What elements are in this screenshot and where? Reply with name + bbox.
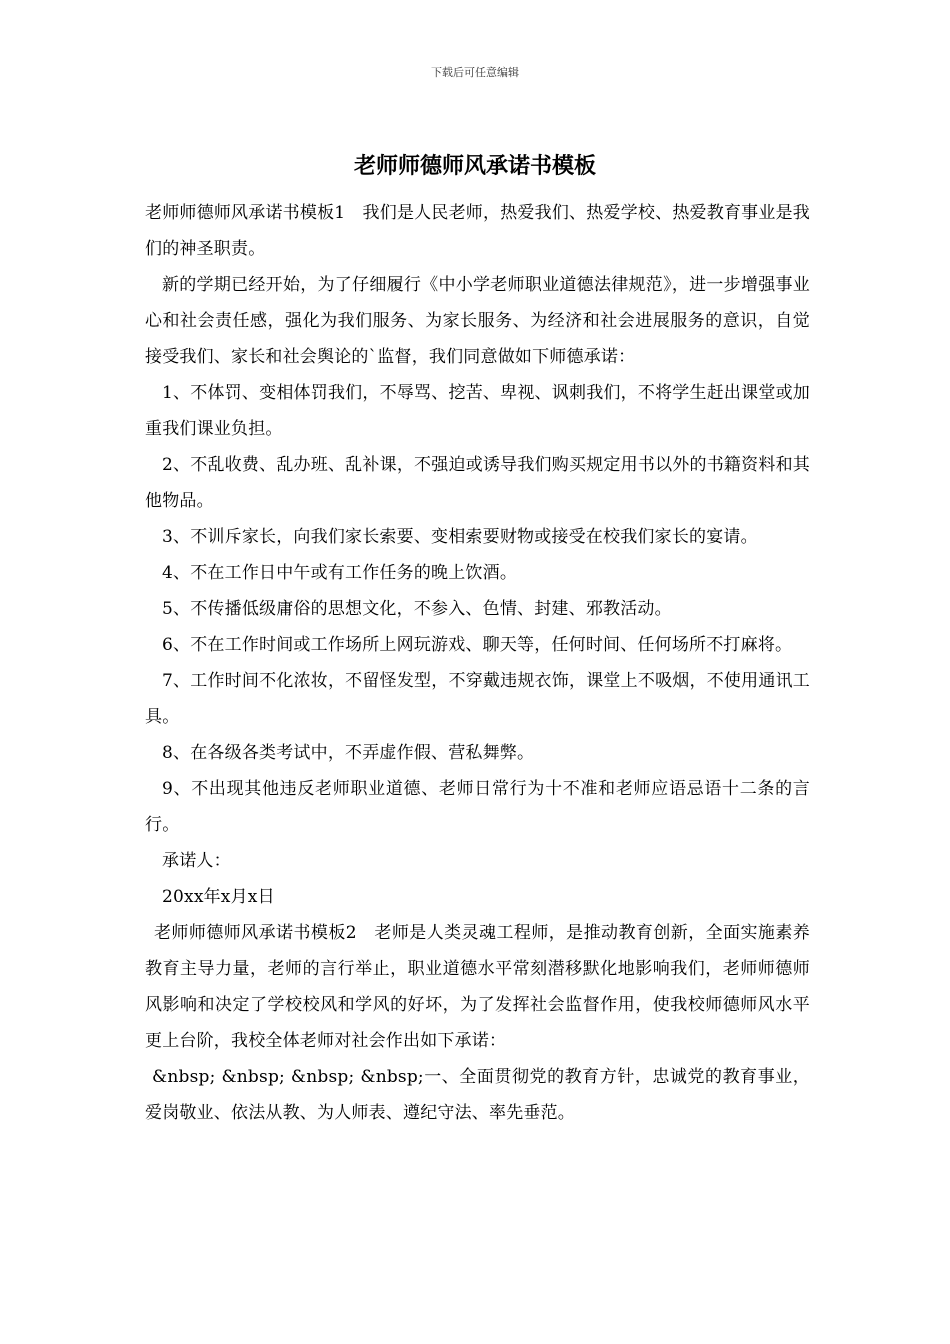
signature-label: 承诺人：: [162, 851, 231, 871]
commitment-item-4: 4、不在工作日中午或有工作任务的晚上饮酒。: [162, 563, 518, 583]
commitment-item-7: 7、工作时间不化浓妆，不留怪发型，不穿戴违规衣饰，课堂上不吸烟，不使用通讯工具。: [145, 671, 810, 727]
page-header-note: 下载后可任意编辑: [431, 66, 519, 79]
commitment-item-2: 2、不乱收费、乱办班、乱补课，不强迫或诱导我们购买规定用书以外的书籍资料和其他物品。: [145, 455, 810, 511]
paragraph-template-2-intro: 老师师德师风承诺书模板2 老师是人类灵魂工程师，是推动教育创新，全面实施素养教育主导力量，老师的言行举止，职业道德水平常刻潜移默化地影响我们，老师师德师风影响和决定了学校校风和学风的好坏，为了发挥社会监督作用，使我校师德师风水平更上台阶，我校全体老师对社会作出如下承诺：: [145, 923, 810, 1051]
commitment-item-8: 8、在各级各类考试中，不弄虚作假、营私舞弊。: [162, 743, 535, 763]
commitment-item-3: 3、不训斥家长，向我们家长索要、变相索要财物或接受在校我们家长的宴请。: [162, 527, 758, 547]
document-body: [145, 195, 810, 1131]
commitment-item-5: 5、不传播低级庸俗的思想文化，不参入、色情、封建、邪教活动。: [162, 599, 672, 619]
commitment-item-1: 1、不体罚、变相体罚我们，不辱骂、挖苦、卑视、讽刺我们，不将学生赶出课堂或加重我们课业负担。: [145, 383, 810, 439]
document-title: 老师师德师风承诺书模板: [353, 153, 596, 179]
commitment-item-6: 6、不在工作时间或工作场所上网玩游戏、聊天等，任何时间、任何场所不打麻将。: [162, 635, 793, 655]
signature-date: 20xx年x月x日: [162, 887, 275, 907]
commitment-section-1: &nbsp; &nbsp; &nbsp; &nbsp;一、全面贯彻党的教育方针，忠诚党的教育事业，爱岗敬业、依法从教、为人师表、遵纪守法、率先垂范。: [145, 1067, 810, 1123]
paragraph-template-1-intro: 老师师德师风承诺书模板1 我们是人民老师，热爱我们、热爱学校、热爱教育事业是我们的神圣职责。: [145, 203, 810, 259]
commitment-item-9: 9、不出现其他违反老师职业道德、老师日常行为十不准和老师应语忌语十二条的言行。: [145, 779, 810, 835]
paragraph-new-semester: 新的学期已经开始，为了仔细履行《中小学老师职业道德法律规范》，进一步增强事业心和社会责任感，强化为我们服务、为家长服务、为经济和社会进展服务的意识，自觉接受我们、家长和社会舆论的`监督，我们同意做如下师德承诺：: [145, 275, 810, 367]
